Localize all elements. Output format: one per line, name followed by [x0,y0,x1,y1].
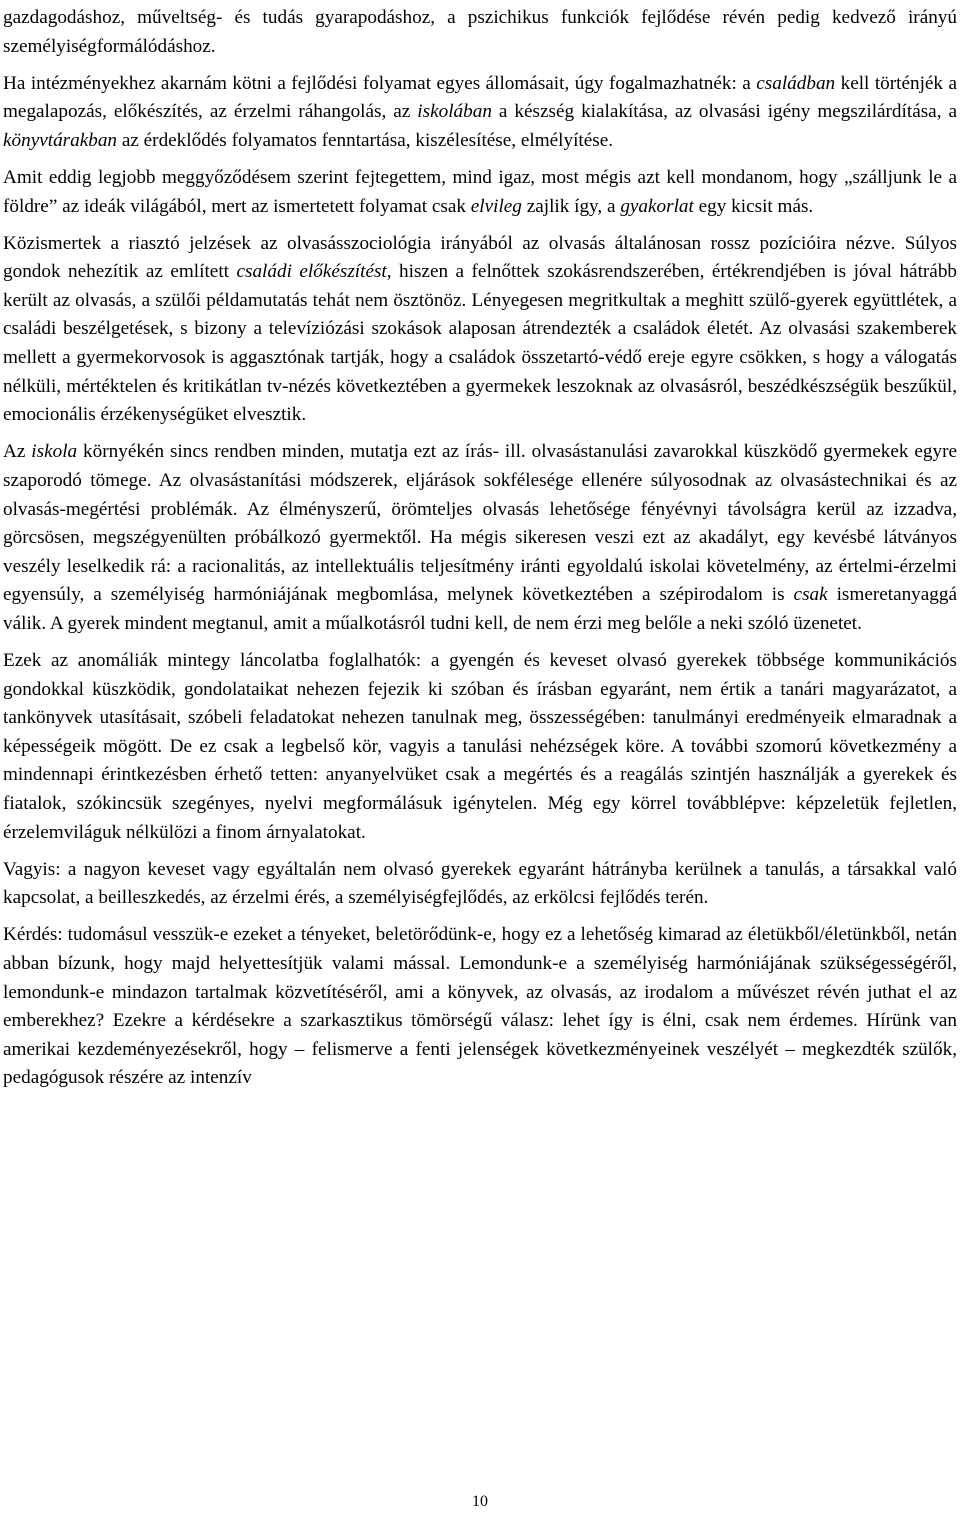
italic-text-run: gyakorlat [620,195,694,217]
text-run: Közismertek a riasztó jelzések az olvasásszociológia irányából az olvasás általánosan rossz pozícióira nézve. Súlyos gondok nehezítik az említett [3,232,957,283]
text-run: kell történjék a megalapozás, előkészítés, az érzelmi ráhangolás, az [3,72,957,123]
page-number: 10 [472,1493,488,1510]
paragraph-2 [3,70,957,156]
paragraph-1 [3,4,957,61]
text-run: ismeretanyaggá válik. A gyerek mindent megtanul, amit a műalkotásról tudni kell, de nem érzi meg belőle a neki szóló üzenetet. [3,584,957,634]
paragraph-4 [3,230,957,430]
italic-text-run: könyvtárakban [3,129,118,151]
text-run: zajlik így, a [521,195,621,217]
paragraph-6 [3,647,957,847]
italic-text-run: családban [756,72,836,94]
text-run: a készség kialakítása, az olvasási igény megszilárdítása, a [491,101,957,123]
italic-text-run: iskolában [417,101,492,123]
text-run: Amit eddig legjobb meggyőződésem szerint fejtegettem, mind igaz, most mégis azt kell mondanom, hogy „szálljunk le a földre” az ideák világából, mert az ismertetett folyamat csak [3,166,957,217]
document-body [3,4,957,1093]
italic-text-run: iskola [31,441,78,463]
paragraph-8 [3,921,957,1093]
text-run: Ezek az anomáliák mintegy láncolatba foglalhatók: a gyengén és keveset olvasó gyerekek többsége kommunikációs gondokkal küszködik, gondolataikat nehezen fejezik ki szóban és írásban egyaránt, nem értik a tanári magyarázatot, a tankönyvek utasításait, szóbeli feladatokat nehezen tanulnak meg, összességében: tanulmányi eredményeik elmaradnak a képességeik mögött. De ez csak a legbelső kör, vagyis a tanulási nehézségek köre. A további szomorú következmény a mindennapi érintkezésben érhető tetten: anyanyelvüket csak a megértés és a reagálás szintjén használják a gyerekek és fiatalok, szókincsük szegényes, nyelvi megformálásuk igénytelen. Még egy körrel továbblépve: képzeletük fejletlen, érzelemviláguk nélkülözi a finom árnyalatokat. [3,649,957,843]
text-run: környékén sincs rendben minden, mutatja ezt az írás- ill. olvasástanulási zavarokkal küszködő gyermekek egyre szaporodó tömege. Az olvasástanítási módszerek, eljárások sokfélesége ellenére súlyosodnak az olvasástechnikai és az olvasás-megértési problémák. Az élményszerű, örömteljes olvasás lehetősége fényévnyi távolságra kerül az izzadva, görcsösen, megszégyenülten próbálkozó gyermektől. Ha mégis sikeresen veszi ezt az akadályt, egy kevésbé látványos veszély leselkedik rá: a racionalitás, az intellektuális teljesítmény iránti egyoldalú iskolai követelmény, az értelmi-érzelmi egyensúly, a személyiség harmóniájának megbomlása, melynek következtében a szépirodalom is [3,441,957,606]
paragraph-5 [3,438,957,638]
text-run: , hiszen a felnőttek szokásrendszerében, értékrendjében is jóval hátrább került az olvasás, a szülői példamutatás tehát nem ösztönöz. Lényegesen megritkultak a meghitt szülő-gyerek együttlétek, a családi beszélgetések, s bizony a televíziózási szokások alaposan átrendezték a családok életét. Az olvasási szakemberek mellett a gyermekorvosok is aggasztónak tartják, hogy a családok összetartó-védő ereje egyre csökken, s hogy a válogatás nélküli, mértéktelen és kritikátlan tv-nézés következtében a gyermekek leszoknak az olvasásról, beszédkészségük beszűkül, emocionális érzékenységüket elvesztik. [3,261,958,426]
text-run: egy kicsit más. [693,195,814,217]
paragraph-7 [3,856,957,913]
text-run: Ha intézményekhez akarnám kötni a fejlődési folyamat egyes állomásait, úgy fogalmazhatnék: a [3,72,757,94]
italic-text-run: elvileg [470,195,522,217]
italic-text-run: családi előkészítést [236,261,387,283]
text-run: Az [3,441,32,463]
text-run: Kérdés: tudomásul vesszük-e ezeket a tényeket, beletörődünk-e, hogy ez a lehetőség kimarad az életükből/életünkből, netán abban bízunk, hogy majd helyettesítjük valami mással. Lemondunk-e a személyiség harmóniájának szükségességéről, lemondunk-e mindazon tartalmak közvetítéséről, ami a könyvek, az olvasás, az irodalom a művészet révén juthat el az emberekhez? Ezekre a kérdésekre a szarkasztikus tömörségű válasz: lehet így is élni, csak nem érdemes. Hírünk van amerikai kezdeményezésekről, hogy – felismerve a fenti jelenségek következményeinek veszélyét – megkezdték szülők, pedagógusok részére az intenzív [3,924,957,1089]
text-run: az érdeklődés folyamatos fenntartása, kiszélesítése, elmélyítése. [117,129,614,151]
italic-text-run: csak [793,584,828,606]
text-run: Vagyis: a nagyon keveset vagy egyáltalán nem olvasó gyerekek egyaránt hátrányba kerülnek a tanulás, a társakkal való kapcsolat, a beilleszkedés, az érzelmi érés, a személyiségfejlődés, az erkölcsi fejlődés terén. [3,858,957,909]
text-run: gazdagodáshoz, műveltség- és tudás gyarapodáshoz, a pszichikus funkciók fejlődése révén pedig kedvező irányú személyiségformálódáshoz. [3,7,957,57]
paragraph-3 [3,164,957,221]
